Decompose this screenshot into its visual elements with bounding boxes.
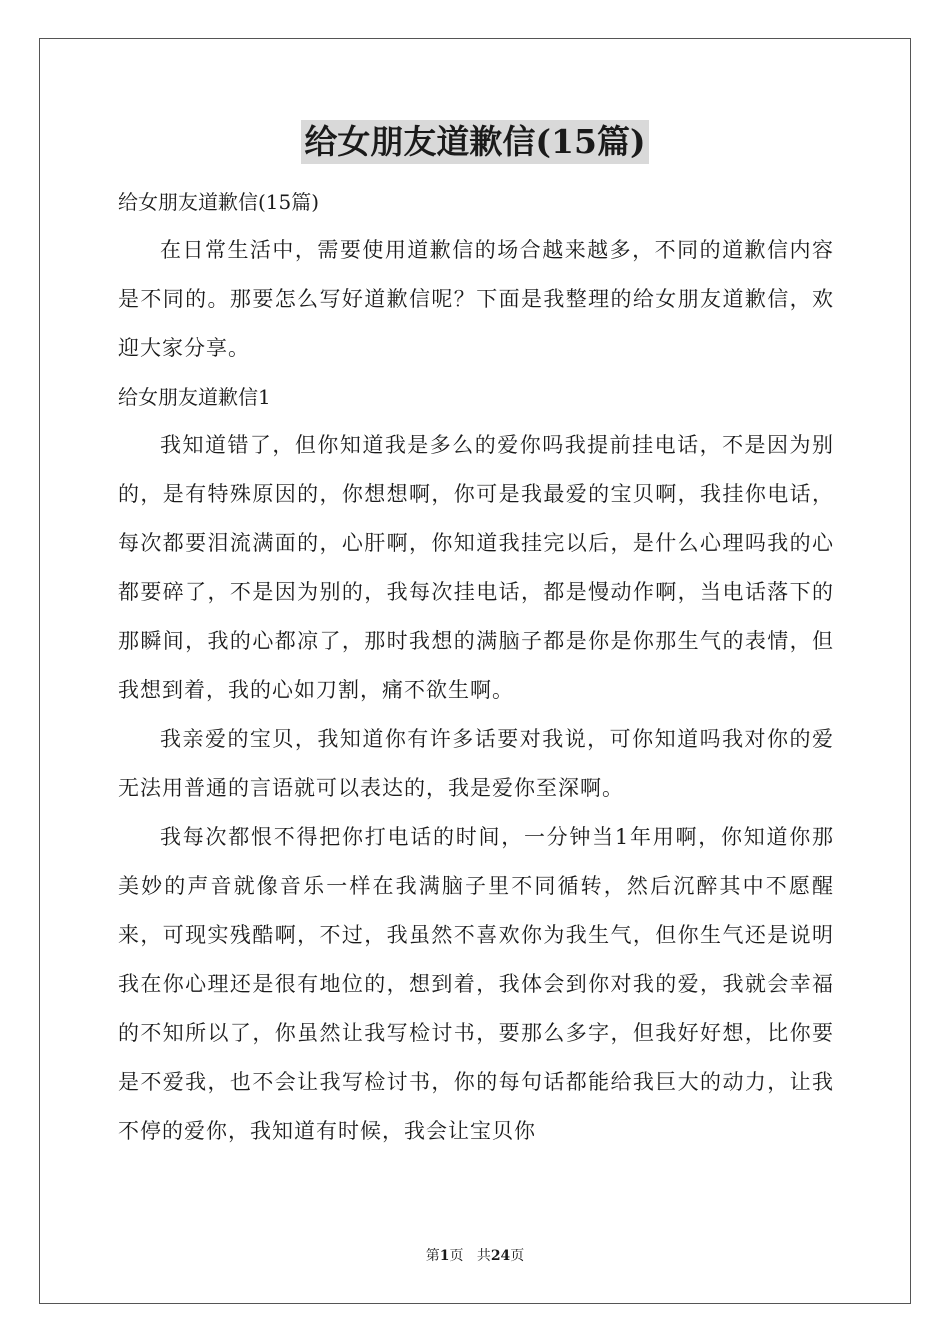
page-suffix: 页 (449, 1248, 464, 1264)
page-prefix: 第 (425, 1248, 440, 1264)
intro-paragraph: 在日常生活中，需要使用道歉信的场合越来越多，不同的道歉信内容是不同的。那要怎么写好道歉信呢？下面是我整理的给女朋友道歉信，欢迎大家分享。 (118, 238, 834, 360)
body-paragraph: 我亲爱的宝贝，我知道你有许多话要对我说，可你知道吗我对你的爱无法用普通的言语就可以表达的，我是爱你至深啊。 (118, 727, 834, 800)
document-body (118, 178, 834, 1156)
section-heading: 给女朋友道歉信1 (118, 385, 271, 409)
body-paragraph: 我每次都恨不得把你打电话的时间，一分钟当1年用啊，你知道你那美妙的声音就像音乐一样在我满脑子里不同循转，然后沉醉其中不愿醒来，可现实残酷啊，不过，我虽然不喜欢你为我生气，但你生气还是说明我在你心理还是很有地位的，想到着，我体会到你对我的爱，我就会幸福的不知所以了，你虽然让我写检讨书，要那么多字，但我好好想，比你要是不爱我，也不会让我写检讨书，你的每句话都能给我巨大的动力，让我不停的爱你，我知道有时候，我会让宝贝你 (118, 825, 834, 1143)
page-footer (0, 1246, 950, 1266)
total-suffix: 页 (510, 1248, 525, 1264)
total-prefix: 共 (476, 1248, 491, 1264)
document-subtitle: 给女朋友道歉信(15篇) (118, 190, 320, 214)
body-paragraph: 我知道错了，但你知道我是多么的爱你吗我提前挂电话，不是因为别的，是有特殊原因的，你想想啊，你可是我最爱的宝贝啊，我挂你电话，每次都要泪流满面的，心肝啊，你知道我挂完以后，是什么心理吗我的心都要碎了，不是因为别的，我每次挂电话，都是慢动作啊，当电话落下的那瞬间，我的心都凉了，那时我想的满脑子都是你是你那生气的表情，但我想到着，我的心如刀割，痛不欲生啊。 (118, 433, 834, 702)
total-pages: 24 (490, 1248, 511, 1264)
title-container (0, 120, 950, 164)
page-number: 1 (439, 1248, 450, 1264)
document-title: 给女朋友道歉信(15篇) (301, 120, 648, 164)
